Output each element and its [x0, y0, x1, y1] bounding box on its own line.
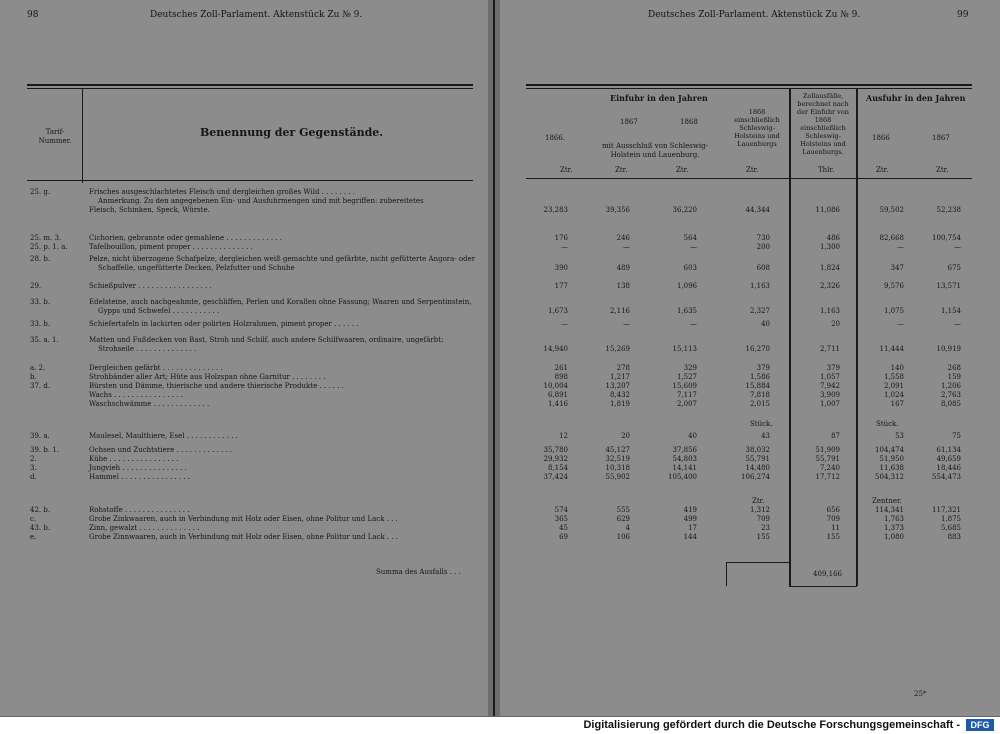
left-page [0, 0, 488, 716]
row-item-name: Cichorien, gebrannte oder gemahlene . . . . . . . . . . . . . [89, 234, 282, 242]
year-1866-export: 1866 [872, 134, 890, 142]
row-value: 155 [756, 533, 770, 541]
row-tarif-number: 29. [30, 282, 42, 290]
row-value: 4 [625, 524, 630, 532]
row-value: 1,163 [819, 307, 840, 315]
row-value: 1,558 [883, 373, 904, 381]
row-item-name: Edelsteine, auch nachgeahmte, geschliffen, Perlen und Korallen ohne Fassung; Waaren und Serpentinstein, [89, 298, 472, 306]
row-value: 1,875 [940, 515, 961, 523]
gutter-line [493, 0, 495, 716]
row-item-name: Grobe Zinkwaaren, auch in Verbindung mit Holz oder Eisen, ohne Politur und Lack . . . [89, 515, 398, 523]
row-value: 55,791 [815, 455, 840, 463]
row-value: 14,480 [745, 464, 770, 472]
row-value: 504,312 [875, 473, 904, 481]
row-value: 1,075 [883, 307, 904, 315]
row-value: 419 [683, 506, 697, 514]
ztr-note: Ztr. [752, 497, 765, 505]
row-value: 59,502 [879, 206, 904, 214]
row-value: 18,446 [936, 464, 961, 472]
row-value: 53 [895, 432, 904, 440]
row-tarif-number: 33. b. [30, 298, 51, 306]
row-tarif-number: e. [30, 533, 37, 541]
row-value: 38,032 [745, 446, 770, 454]
left-top-rule [27, 84, 473, 86]
row-value: 32,519 [605, 455, 630, 463]
stueck-note-export: Stück. [876, 420, 899, 428]
row-value: 489 [616, 264, 630, 272]
row-value: 55,902 [605, 473, 630, 481]
row-value: 75 [952, 432, 961, 440]
row-value: 177 [554, 282, 568, 290]
row-value: 7,117 [676, 391, 697, 399]
row-tarif-number: 3. [30, 464, 37, 472]
row-value: — [690, 320, 697, 328]
right-page-number: 99 [957, 10, 969, 20]
row-value: 1,819 [609, 400, 630, 408]
head-einfuhr: Einfuhr in den Jahren [610, 93, 708, 103]
row-value: 1,673 [547, 307, 568, 315]
row-value: 29,932 [543, 455, 568, 463]
unit-4: Ztr. [746, 166, 759, 174]
row-item-name: Wachs . . . . . . . . . . . . . . . . [89, 391, 183, 399]
row-value: 200 [756, 243, 770, 251]
row-item-name-cont: Schaffelle, ungefütterte Decken, Pelzfutter und Schuhe [98, 264, 295, 272]
row-value: 140 [890, 364, 904, 372]
row-value: 106,274 [741, 473, 770, 481]
year-1867-export: 1867 [932, 134, 950, 142]
row-tarif-number: 33. b. [30, 320, 51, 328]
footer-text: Digitalisierung gefördert durch die Deutsche Forschungsgemeinschaft - [583, 719, 960, 731]
row-value: 555 [616, 506, 630, 514]
row-value: 8,154 [547, 464, 568, 472]
left-head-rule [27, 180, 473, 181]
row-value: 39,356 [605, 206, 630, 214]
row-value: 486 [826, 234, 840, 242]
sum-rule-bottom [789, 586, 857, 587]
row-tarif-number: 35. a. 1. [30, 336, 59, 344]
row-value: 54,803 [672, 455, 697, 463]
row-value: 574 [554, 506, 568, 514]
row-value: — [897, 243, 904, 251]
row-value: 2,711 [819, 345, 840, 353]
col-head-tarif: Tarif-Nummer. [38, 128, 72, 145]
row-value: 2,007 [676, 400, 697, 408]
row-value: 11 [831, 524, 840, 532]
row-value: 10,318 [605, 464, 630, 472]
row-item-name: Zinn, gewalzt . . . . . . . . . . . . . . [89, 524, 200, 532]
row-value: 554,473 [932, 473, 961, 481]
footer-bar [0, 716, 1000, 734]
row-value: — [561, 243, 568, 251]
row-item-name: Schiefertafeln in lackirten oder polirten Holzrahmen, piment proper . . . . . . [89, 320, 359, 328]
row-value: 246 [616, 234, 630, 242]
row-value: 15,884 [745, 382, 770, 390]
row-item-name: Grobe Zinnwaaren, auch in Verbindung mit Holz oder Eisen, ohne Politur und Lack . . . [89, 533, 399, 541]
unit-2: Ztr. [615, 166, 628, 174]
right-page-header: Deutsches Zoll-Parlament. Aktenstück Zu № 9. [648, 10, 861, 20]
row-value: 365 [554, 515, 568, 523]
row-value: 40 [688, 432, 697, 440]
row-value: 883 [947, 533, 961, 541]
zentner-note: Zentner. [872, 497, 902, 505]
row-value: 898 [554, 373, 568, 381]
head-ausfuhr: Ausfuhr in den Jahren [866, 93, 966, 103]
row-tarif-number: 25. m. 3. [30, 234, 62, 242]
unit-7: Ztr. [936, 166, 949, 174]
row-value: 1,373 [883, 524, 904, 532]
row-value: 23 [761, 524, 770, 532]
row-value: 6,891 [547, 391, 568, 399]
row-value: 144 [683, 533, 697, 541]
row-value: 1,300 [819, 243, 840, 251]
row-item-name-cont: Gypps und Schwefel . . . . . . . . . . . [98, 307, 220, 315]
year-1867-import: 1867 [620, 118, 638, 126]
row-value: 390 [554, 264, 568, 272]
row-value: 11,086 [815, 206, 840, 214]
row-item-name: Ochsen und Zuchtstiere . . . . . . . . . . . . . [89, 446, 233, 454]
row-value: 37,424 [543, 473, 568, 481]
row-value: 3,909 [819, 391, 840, 399]
row-value: 1,217 [609, 373, 630, 381]
row-value: 5,685 [940, 524, 961, 532]
row-value: 8,432 [609, 391, 630, 399]
unit-3: Ztr. [676, 166, 689, 174]
row-value: 14,940 [543, 345, 568, 353]
dfg-logo: DFG [966, 719, 994, 731]
row-value: 12 [559, 432, 568, 440]
row-value: 49,659 [936, 455, 961, 463]
row-tarif-number: 43. b. [30, 524, 51, 532]
row-value: 55,791 [745, 455, 770, 463]
row-value: 100,754 [932, 234, 961, 242]
unit-6: Ztr. [876, 166, 889, 174]
row-value: 15,269 [605, 345, 630, 353]
row-value: 82,668 [879, 234, 904, 242]
row-value: 1,080 [883, 533, 904, 541]
right-top-rule-thin [526, 88, 972, 89]
row-value: 155 [826, 533, 840, 541]
row-value: 1,824 [819, 264, 840, 272]
row-value: — [897, 320, 904, 328]
row-value: 176 [554, 234, 568, 242]
year-1866-import: 1866. [545, 134, 566, 142]
row-item-name: Hammel . . . . . . . . . . . . . . . . [89, 473, 191, 481]
row-value: 16,270 [745, 345, 770, 353]
row-value: 17 [688, 524, 697, 532]
row-value: 20 [831, 320, 840, 328]
mit-ausschluss-note: mit Ausschluß von Schleswig-Holstein und Lauenburg. [602, 142, 708, 159]
row-value: 159 [947, 373, 961, 381]
row-value: 1,416 [547, 400, 568, 408]
row-value: — [954, 320, 961, 328]
row-tarif-number: d. [30, 473, 37, 481]
row-tarif-number: 28. b. [30, 255, 51, 263]
row-value: 15,609 [672, 382, 697, 390]
row-value: 61,134 [936, 446, 961, 454]
row-tarif-number: 39. b. 1. [30, 446, 59, 454]
row-value: 11,638 [879, 464, 904, 472]
row-value: 1,057 [819, 373, 840, 381]
row-item-name-cont: Strohseile . . . . . . . . . . . . . . [98, 345, 197, 353]
row-value: 1,763 [883, 515, 904, 523]
row-value: 329 [683, 364, 697, 372]
unit-thlr: Thlr. [818, 166, 835, 174]
row-value: 1,163 [749, 282, 770, 290]
row-value: 40 [761, 320, 770, 328]
row-value: 37,856 [672, 446, 697, 454]
row-value: 117,321 [932, 506, 961, 514]
row-value: 138 [616, 282, 630, 290]
row-value: 2,763 [940, 391, 961, 399]
row-item-name: Frisches ausgeschlachtetes Fleisch und dergleichen großes Wild . . . . . . . . [89, 188, 356, 196]
row-value: 45 [559, 524, 568, 532]
row-item-name: Pelze, nicht überzogene Schafpelze, dergleichen weiß gemachte und gefärbte, nicht gefütterte Angora- oder [89, 255, 476, 263]
row-value: — [623, 243, 630, 251]
col-head-benennung: Benennung der Gegenstände. [200, 126, 384, 139]
row-value: 7,240 [819, 464, 840, 472]
stueck-note: Stück. [750, 420, 773, 428]
row-value: 1,635 [676, 307, 697, 315]
row-value: 379 [756, 364, 770, 372]
row-value: 2,091 [883, 382, 904, 390]
year-1868b-import: 1868 einschließlich Schleswig-Holsteins und Lauenburgs [734, 108, 780, 148]
row-value: 2,327 [749, 307, 770, 315]
row-value: 709 [826, 515, 840, 523]
unit-1: Ztr. [560, 166, 573, 174]
row-item-name-cont: Anmerkung. Zu den angegebenen Ein- und Ausfuhrmengen sind mit begriffen: zubereitetes [98, 197, 424, 205]
row-value: 1,586 [749, 373, 770, 381]
row-value: — [623, 320, 630, 328]
left-page-number: 98 [27, 10, 39, 20]
row-tarif-number: b. [30, 373, 37, 381]
sum-rule-left [726, 562, 727, 586]
row-tarif-number: a. 2. [30, 364, 46, 372]
row-value: 9,576 [883, 282, 904, 290]
left-page-header: Deutsches Zoll-Parlament. Aktenstück Zu № 9. [150, 10, 363, 20]
row-item-name: Maulesel, Maulthiere, Esel . . . . . . . . . . . . [89, 432, 238, 440]
row-value: 278 [616, 364, 630, 372]
row-value: 1,024 [883, 391, 904, 399]
row-value: 10,004 [543, 382, 568, 390]
row-value: — [690, 243, 697, 251]
row-value: 44,344 [745, 206, 770, 214]
row-value: 43 [761, 432, 770, 440]
row-value: 608 [756, 264, 770, 272]
row-value: 656 [826, 506, 840, 514]
row-value: 1,527 [676, 373, 697, 381]
row-value: 709 [756, 515, 770, 523]
row-value: 105,400 [668, 473, 697, 481]
row-value: 23,283 [543, 206, 568, 214]
row-value: 69 [559, 533, 568, 541]
sheet-signature: 25* [914, 690, 927, 698]
row-item-name: Strohbänder aller Art; Hüte aus Holzspan ohne Garnitur . . . . . . . . [89, 373, 326, 381]
row-value: 13,207 [605, 382, 630, 390]
row-value: 1,096 [676, 282, 697, 290]
head-zollausfaelle: Zollausfälle, berechnet nach der Einfuhr von 1868 einschließlich Schleswig-Holsteins und Lauenburgs. [797, 92, 849, 156]
row-value: 2,326 [819, 282, 840, 290]
row-value: — [561, 320, 568, 328]
row-value: 1,312 [749, 506, 770, 514]
row-value: 167 [890, 400, 904, 408]
row-value: 1,154 [940, 307, 961, 315]
row-item-name: Kühe . . . . . . . . . . . . . . . . [89, 455, 179, 463]
sum-value: 409,166 [813, 570, 842, 578]
row-value: 104,474 [875, 446, 904, 454]
row-value: 14,141 [672, 464, 697, 472]
row-tarif-number: 25. p. 1. a. [30, 243, 68, 251]
row-tarif-number: 39. a. [30, 432, 50, 440]
row-value: 51,950 [879, 455, 904, 463]
row-value: 564 [683, 234, 697, 242]
row-value: 7,942 [819, 382, 840, 390]
row-value: 45,127 [605, 446, 630, 454]
year-1868-import: 1868 [680, 118, 698, 126]
right-top-rule [526, 84, 972, 86]
row-item-name: Tafelbouillon, piment proper . . . . . . . . . . . . . . [89, 243, 253, 251]
row-tarif-number: 25. g. [30, 188, 51, 196]
row-value: 10,919 [936, 345, 961, 353]
row-value: 20 [621, 432, 630, 440]
row-value: 106 [616, 533, 630, 541]
row-value: 36,220 [672, 206, 697, 214]
row-value: 499 [683, 515, 697, 523]
row-value: 1,206 [940, 382, 961, 390]
row-item-name: Jungvieh . . . . . . . . . . . . . . . [89, 464, 187, 472]
row-value: — [954, 243, 961, 251]
row-value: 13,571 [936, 282, 961, 290]
row-value: 347 [890, 264, 904, 272]
row-item-name: Dergleichen gefärbt . . . . . . . . . . . . . . [89, 364, 223, 372]
row-value: 51,909 [815, 446, 840, 454]
row-item-name: Bürsten und Dämme, thierische und andere thierische Produkte . . . . . . [89, 382, 344, 390]
sum-label: Summa des Ausfalls . . . [376, 568, 461, 576]
row-value: 730 [756, 234, 770, 242]
row-value: 1,007 [819, 400, 840, 408]
row-value: 11,444 [879, 345, 904, 353]
row-tarif-number: 37. d. [30, 382, 51, 390]
right-divider-zoll-left [789, 88, 791, 586]
row-value: 675 [947, 264, 961, 272]
right-head-rule [526, 178, 972, 179]
row-value: 114,341 [875, 506, 904, 514]
row-value: 8,085 [940, 400, 961, 408]
row-item-name: Rohstoffe . . . . . . . . . . . . . . . [89, 506, 190, 514]
row-value: 379 [826, 364, 840, 372]
row-value: 87 [831, 432, 840, 440]
row-value: 2,015 [749, 400, 770, 408]
row-tarif-number: c. [30, 515, 37, 523]
left-head-divider [82, 88, 83, 183]
sum-rule [726, 562, 790, 563]
row-value: 7,818 [749, 391, 770, 399]
left-top-rule-thin [27, 88, 473, 89]
row-value: 52,238 [936, 206, 961, 214]
row-value: 603 [683, 264, 697, 272]
row-value: 17,712 [815, 473, 840, 481]
row-tarif-number: 2. [30, 455, 37, 463]
row-item-name-cont: Fleisch, Schinken, Speck, Würste. [89, 206, 210, 214]
row-value: 268 [947, 364, 961, 372]
row-value: 261 [554, 364, 568, 372]
row-tarif-number: 42. b. [30, 506, 51, 514]
row-value: 35,780 [543, 446, 568, 454]
row-value: 2,116 [609, 307, 630, 315]
row-item-name: Matten und Fußdecken von Bast, Stroh und Schilf, auch andere Schilfwaaren, ordinaire, ungefärbt; [89, 336, 444, 344]
row-value: 15,113 [672, 345, 697, 353]
row-item-name: Waschschwämme . . . . . . . . . . . . . [89, 400, 210, 408]
row-item-name: Schießpulver . . . . . . . . . . . . . . . . . [89, 282, 212, 290]
row-value: 629 [616, 515, 630, 523]
